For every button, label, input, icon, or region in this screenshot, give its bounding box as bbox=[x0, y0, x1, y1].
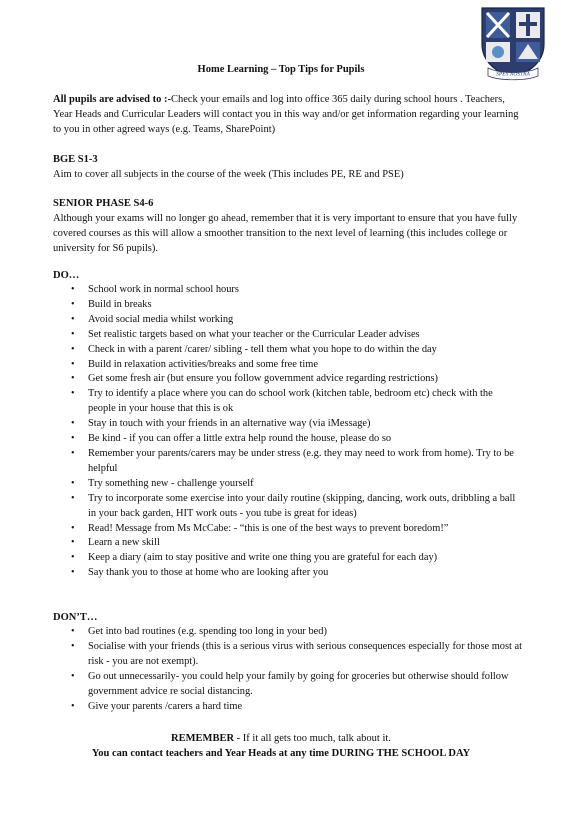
bge-section bbox=[53, 152, 523, 182]
do-item: • Build in breaks bbox=[53, 298, 523, 313]
do-list bbox=[53, 283, 523, 581]
do-section bbox=[53, 268, 523, 581]
do-item: • Set realistic targets based on what your teacher or the Curricular Leader advises bbox=[53, 328, 523, 343]
dont-heading: DON’T… bbox=[53, 612, 98, 623]
senior-heading: SENIOR PHASE S4-6 bbox=[53, 198, 154, 209]
do-item: • Try something new - challenge yourself bbox=[53, 477, 523, 492]
dont-item: • Go out unnecessarily- you could help your family by going for groceries but otherwise should follow government advice re social distancing. bbox=[53, 670, 523, 700]
bge-heading: BGE S1-3 bbox=[53, 154, 98, 165]
do-item: • Stay in touch with your friends in an alternative way (via iMessage) bbox=[53, 417, 523, 432]
remember-text: If it all gets too much, talk about it. bbox=[240, 733, 391, 744]
contact-note: You can contact teachers and Year Heads at any time DURING THE SCHOOL DAY bbox=[91, 748, 471, 759]
do-item: • Check in with a parent /carer/ sibling - tell them what you hope to do within the day bbox=[53, 343, 523, 358]
crest-motto: SPES NOSTRA bbox=[496, 71, 530, 78]
dont-item: • Give your parents /carers a hard time bbox=[53, 700, 523, 715]
do-item: • Avoid social media whilst working bbox=[53, 313, 523, 328]
bge-text: Aim to cover all subjects in the course of the week (This includes PE, RE and PSE) bbox=[53, 169, 404, 180]
do-item: • School work in normal school hours bbox=[53, 283, 523, 298]
dont-list bbox=[53, 625, 523, 714]
dont-item: • Socialise with your friends (this is a serious virus with serious consequences especially for those most at risk - you are not exempt). bbox=[53, 640, 523, 670]
do-item: • Read! Message from Ms McCabe: - “this is one of the best ways to prevent boredom!” bbox=[53, 522, 523, 537]
do-heading: DO… bbox=[53, 270, 80, 281]
intro-paragraph bbox=[53, 92, 523, 137]
remember-footer bbox=[0, 731, 562, 761]
do-item: • Learn a new skill bbox=[53, 536, 523, 551]
dont-section bbox=[53, 610, 523, 714]
do-item: • Get some fresh air (but ensure you follow government advice regarding restrictions) bbox=[53, 372, 523, 387]
dont-item: • Get into bad routines (e.g. spending too long in your bed) bbox=[53, 625, 523, 640]
senior-text: Although your exams will no longer go ahead, remember that it is very important to ensure that you have fully covered courses as this will allow a smoother transition to the next level of learning (this includes college or university for S6 pupils). bbox=[53, 213, 518, 254]
document-title: Home Learning – Top Tips for Pupils bbox=[197, 64, 365, 75]
senior-section bbox=[53, 196, 523, 256]
intro-lead: All pupils are advised to :- bbox=[53, 94, 171, 105]
do-item: • Build in relaxation activities/breaks and some free time bbox=[53, 358, 523, 373]
remember-lead: REMEMBER - bbox=[171, 733, 241, 744]
do-item: • Try to incorporate some exercise into your daily routine (skipping, dancing, work outs, dribbling a ball in your back garden, HIT work outs - you tube is great for ideas) bbox=[53, 492, 523, 522]
do-item: • Keep a diary (aim to stay positive and write one thing you are grateful for each day) bbox=[53, 551, 523, 566]
do-item: • Remember your parents/carers may be under stress (e.g. they may need to work from home). Try to be helpful bbox=[53, 447, 523, 477]
do-item: • Try to identify a place where you can do school work (kitchen table, bedroom etc) check with the people in your house that this is ok bbox=[53, 387, 523, 417]
do-item: • Say thank you to those at home who are looking after you bbox=[53, 566, 523, 581]
do-item: • Be kind - if you can offer a little extra help round the house, please do so bbox=[53, 432, 523, 447]
intro-text: Check your emails and log into office 365 daily during school hours . Teachers, Year Heads and Curricular Leaders will contact you in this way and/or get information regarding your learning to you in other agreed ways (e.g. Teams, SharePoint) bbox=[53, 94, 519, 135]
